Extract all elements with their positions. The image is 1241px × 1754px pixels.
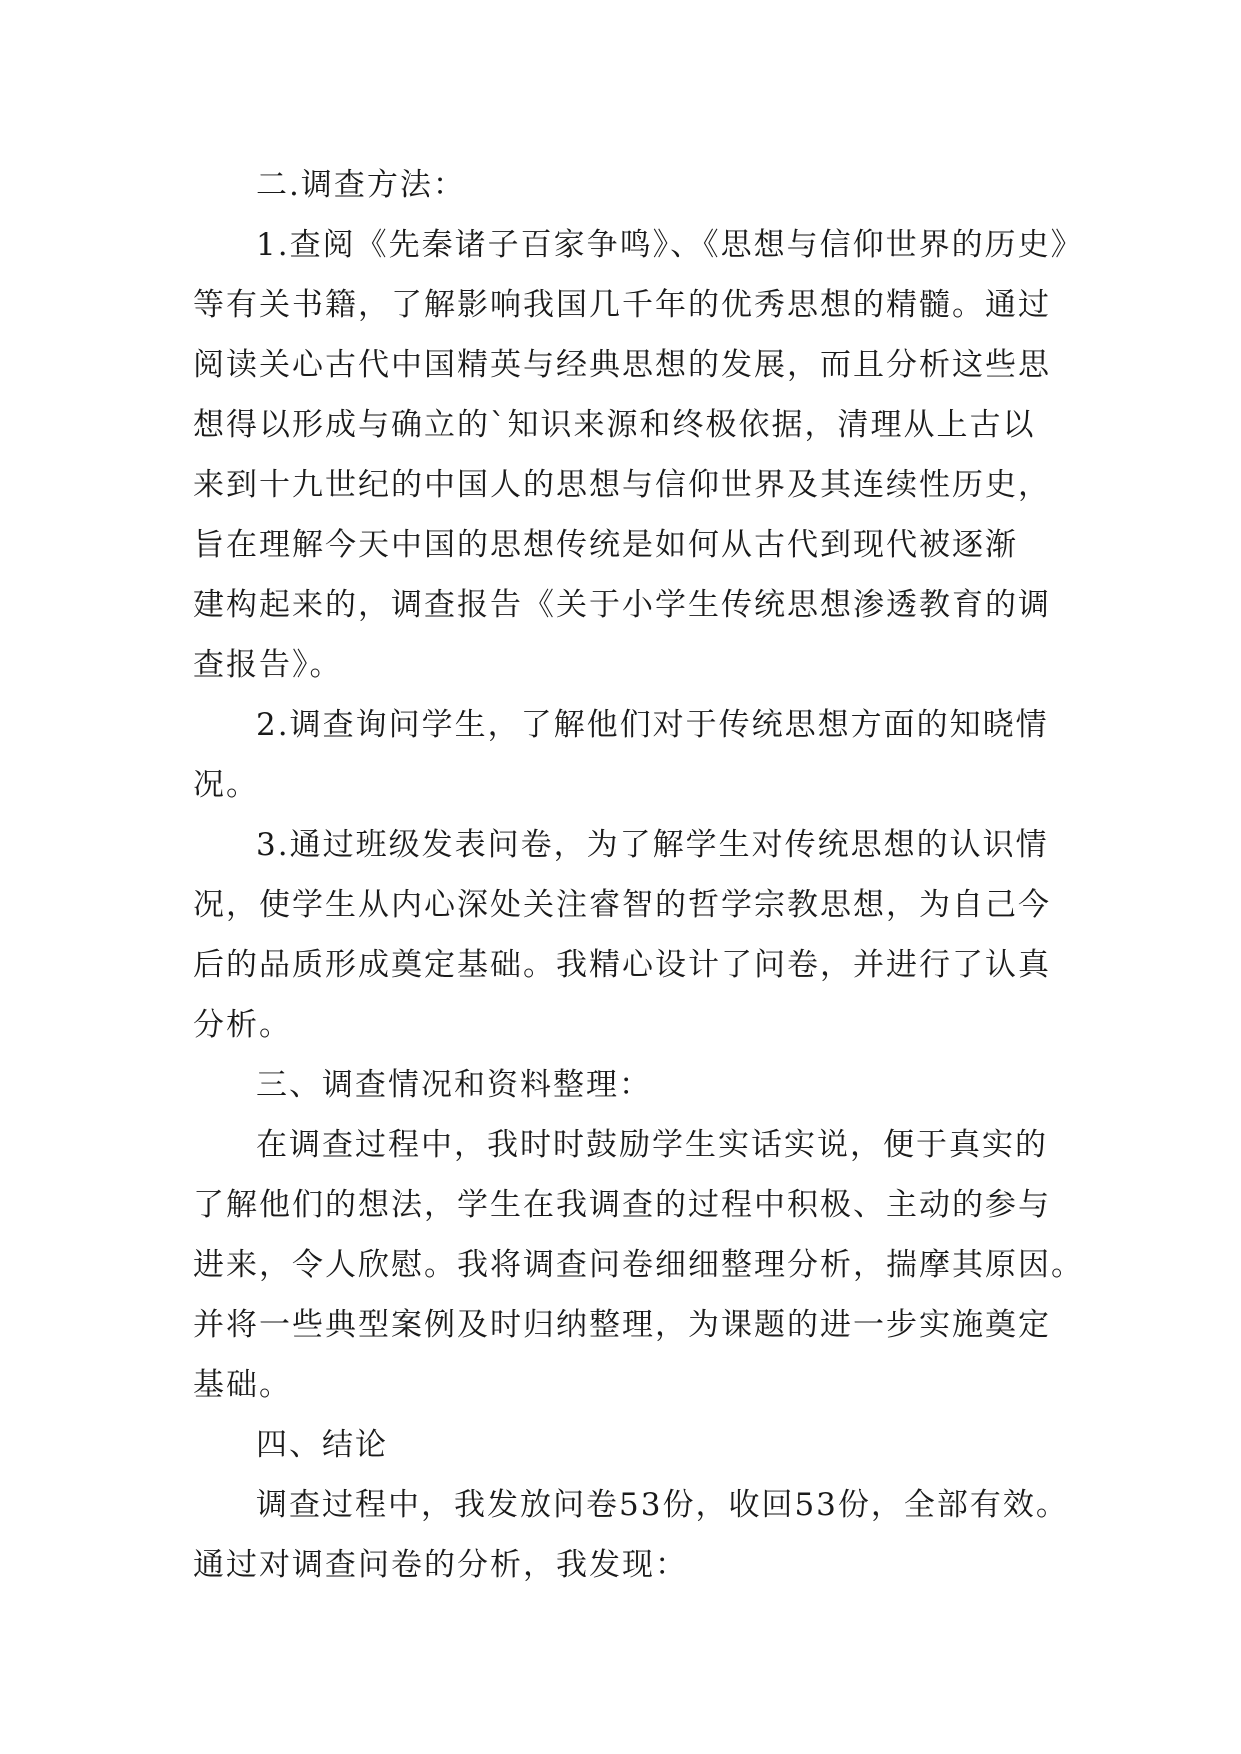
paragraph-line: 3.通过班级发表问卷，为了解学生对传统思想的认识情 xyxy=(256,827,1049,863)
paragraph-line: 了解他们的想法，学生在我调查的过程中积极、主动的参与 xyxy=(193,1187,1051,1223)
section-heading-methods: 二.调查方法： xyxy=(256,167,466,203)
paragraph-line: 通过对调查问卷的分析，我发现： xyxy=(193,1547,688,1583)
paragraph-line: 查报告》。 xyxy=(193,647,343,683)
paragraph-line: 基础。 xyxy=(193,1367,292,1403)
section-heading-survey: 三、调查情况和资料整理： xyxy=(256,1067,652,1103)
paragraph-line: 2.调查询问学生，了解他们对于传统思想方面的知晓情 xyxy=(256,707,1049,743)
paragraph-line: 等有关书籍，了解影响我国几千年的优秀思想的精髓。通过 xyxy=(193,287,1051,323)
paragraph-line: 想得以形成与确立的`知识来源和终极依据，清理从上古以 xyxy=(193,407,1036,443)
paragraph-line: 阅读关心古代中国精英与经典思想的发展，而且分析这些思 xyxy=(193,347,1051,383)
paragraph-line: 况，使学生从内心深处关注睿智的哲学宗教思想，为自己今 xyxy=(193,887,1051,923)
section-heading-conclusion: 四、结论 xyxy=(256,1427,388,1463)
paragraph-line: 建构起来的，调查报告《关于小学生传统思想渗透教育的调 xyxy=(193,587,1051,623)
paragraph-line: 调查过程中，我发放问卷53份，收回53份，全部有效。 xyxy=(256,1487,1069,1523)
paragraph-line: 后的品质形成奠定基础。我精心设计了问卷，并进行了认真 xyxy=(193,947,1051,983)
paragraph-line: 并将一些典型案例及时归纳整理，为课题的进一步实施奠定 xyxy=(193,1307,1051,1343)
paragraph-line: 况。 xyxy=(193,767,259,803)
paragraph-line: 旨在理解今天中国的思想传统是如何从古代到现代被逐渐 xyxy=(193,527,1018,563)
paragraph-line: 1.查阅《先秦诸子百家争鸣》、《思想与信仰世界的历史》 xyxy=(256,227,1084,263)
document-body xyxy=(193,155,1084,1595)
paragraph-line: 来到十九世纪的中国人的思想与信仰世界及其连续性历史， xyxy=(193,467,1051,503)
paragraph-line: 在调查过程中，我时时鼓励学生实话实说，便于真实的 xyxy=(256,1127,1048,1163)
paragraph-line: 进来，令人欣慰。我将调查问卷细细整理分析，揣摩其原因。 xyxy=(193,1247,1084,1283)
paragraph-line: 分析。 xyxy=(193,1007,292,1043)
